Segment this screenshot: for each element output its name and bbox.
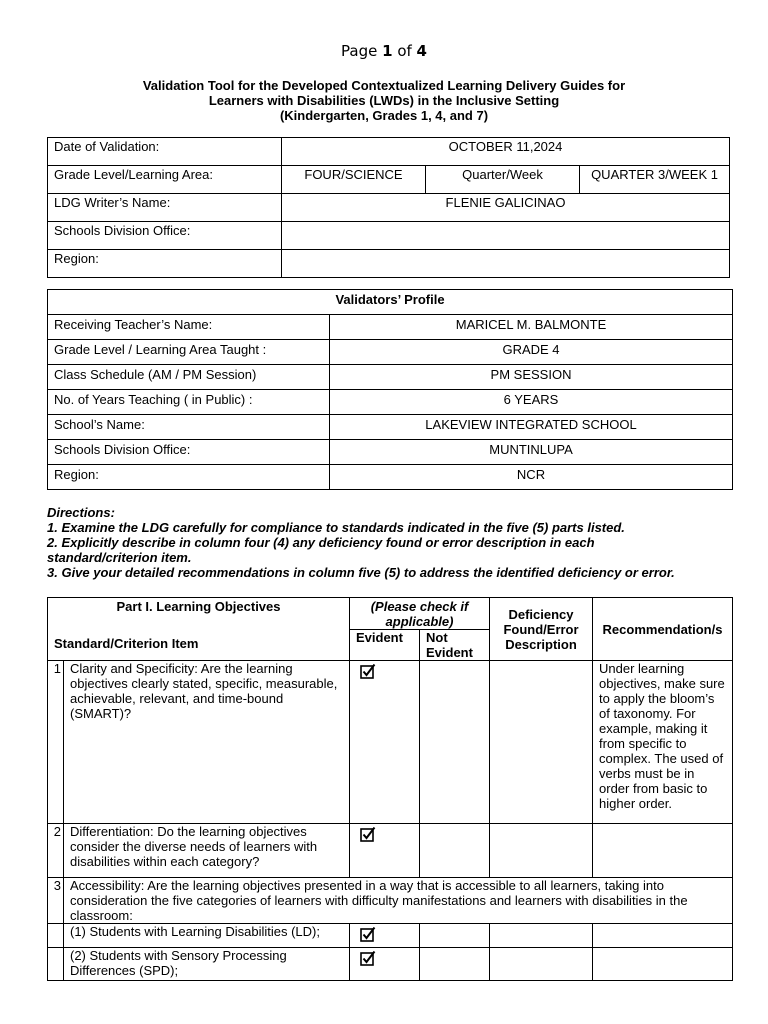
not-evident-cell[interactable] (420, 924, 490, 948)
table-row (48, 661, 733, 824)
title-line-3: (Kindergarten, Grades 1, 4, and 7) (279, 108, 489, 123)
check-heading: (Please check if applicable) (350, 598, 490, 630)
directions (47, 505, 737, 580)
region-label: Region: (48, 250, 282, 278)
direction-2b: standard/criterion item. (47, 550, 192, 565)
evident-cell[interactable] (350, 948, 420, 981)
evident-heading: Evident (350, 630, 420, 661)
criterion-text: (1) Students with Learning Disabilities (LD); (64, 924, 350, 948)
deficiency-cell[interactable] (490, 948, 593, 981)
checkbox-checked-icon[interactable] (360, 926, 376, 942)
criterion-text: Differentiation: Do the learning objectives consider the diverse needs of learners with disabilities within each category? (64, 824, 350, 878)
part-heading: Part I. Learning Objectives (116, 599, 281, 614)
validator-label: Class Schedule (AM / PM Session) (48, 365, 330, 390)
page-number (0, 42, 768, 60)
page-current: 1 (382, 42, 393, 60)
not-evident-heading: Not Evident (420, 630, 490, 661)
criterion-text: Accessibility: Are the learning objectives presented in a way that is accessible to all learners, taking into consideration the five categories of learners with difficulty manifestations and learners with disabilities in the classroom: (64, 878, 733, 924)
writer-value: FLENIE GALICINAO (282, 194, 730, 222)
table-row (48, 415, 733, 440)
item-number: 1 (48, 661, 64, 824)
item-number: 3 (48, 878, 64, 924)
table-row (48, 440, 733, 465)
validator-value: NCR (330, 465, 733, 490)
quarter-label: Quarter/Week (426, 166, 580, 194)
direction-1: 1. Examine the LDG carefully for compliance to standards indicated in the five (5) parts listed. (47, 520, 625, 535)
validator-value: GRADE 4 (330, 340, 733, 365)
not-evident-cell[interactable] (420, 824, 490, 878)
table-row (48, 194, 730, 222)
table-row (48, 290, 733, 315)
evident-cell[interactable] (350, 824, 420, 878)
evident-cell[interactable] (350, 924, 420, 948)
date-label: Date of Validation: (48, 138, 282, 166)
title-line-2: Learners with Disabilities (LWDs) in the Inclusive Setting (208, 93, 560, 108)
validator-value: PM SESSION (330, 365, 733, 390)
page-prefix: Page (341, 42, 383, 60)
table-header-row (48, 598, 733, 630)
validator-label: Grade Level / Learning Area Taught : (48, 340, 330, 365)
learning-objectives-table (47, 597, 733, 981)
checkbox-checked-icon[interactable] (360, 826, 376, 842)
region-value (282, 250, 730, 278)
deficiency-heading: Deficiency Found/Error Description (490, 598, 593, 661)
validators-heading: Validators’ Profile (48, 290, 733, 315)
item-number (48, 948, 64, 981)
not-evident-cell[interactable] (420, 948, 490, 981)
table-row (48, 222, 730, 250)
recommendation-heading: Recommendation/s (593, 598, 733, 661)
checkbox-checked-icon[interactable] (360, 950, 376, 966)
table-row (48, 824, 733, 878)
table-row (48, 365, 733, 390)
document-title (60, 78, 708, 123)
checkbox-checked-icon[interactable] (360, 663, 376, 679)
not-evident-cell[interactable] (420, 661, 490, 824)
criterion-text: (2) Students with Sensory Processing Differences (SPD); (64, 948, 350, 981)
grade-label: Grade Level/Learning Area: (48, 166, 282, 194)
date-value: OCTOBER 11,2024 (282, 138, 730, 166)
part-heading-cell (48, 598, 350, 661)
item-number (48, 924, 64, 948)
table-row (48, 465, 733, 490)
table-row (48, 948, 733, 981)
direction-3: 3. Give your detailed recommendations in column five (5) to address the identified deficiency or error. (47, 565, 675, 580)
page-middle: of (392, 42, 417, 60)
deficiency-cell[interactable] (490, 661, 593, 824)
recommendation-cell[interactable] (593, 948, 733, 981)
ldg-info-table (47, 137, 730, 278)
table-row (48, 878, 733, 924)
evident-cell[interactable] (350, 661, 420, 824)
recommendation-cell[interactable] (593, 924, 733, 948)
table-row (48, 315, 733, 340)
table-row (48, 138, 730, 166)
grade-value: FOUR/SCIENCE (282, 166, 426, 194)
validator-value: LAKEVIEW INTEGRATED SCHOOL (330, 415, 733, 440)
validator-label: Receiving Teacher’s Name: (48, 315, 330, 340)
quarter-value: QUARTER 3/WEEK 1 (580, 166, 730, 194)
validator-value: 6 YEARS (330, 390, 733, 415)
page-total: 4 (416, 42, 427, 60)
table-row (48, 166, 730, 194)
criterion-text: Clarity and Specificity: Are the learning objectives clearly stated, specific, measurable, achievable, relevant, and time-bound (SMART)? (64, 661, 350, 824)
validators-profile-table (47, 289, 733, 490)
table-row (48, 340, 733, 365)
item-number: 2 (48, 824, 64, 878)
table-row (48, 390, 733, 415)
directions-heading: Directions: (47, 505, 115, 520)
recommendation-cell[interactable]: Under learning objectives, make sure to apply the bloom’s of taxonomy. For example, making it from specific to complex. The used of verbs must be in order from basic to higher order. (593, 661, 733, 824)
title-line-1: Validation Tool for the Developed Contextualized Learning Delivery Guides for (142, 78, 626, 93)
sdo-label: Schools Division Office: (48, 222, 282, 250)
validator-label: School’s Name: (48, 415, 330, 440)
validator-value: MUNTINLUPA (330, 440, 733, 465)
validator-value: MARICEL M. BALMONTE (330, 315, 733, 340)
table-row (48, 250, 730, 278)
validator-label: No. of Years Teaching ( in Public) : (48, 390, 330, 415)
direction-2a: 2. Explicitly describe in column four (4) any deficiency found or error description in each (47, 535, 595, 550)
recommendation-cell[interactable] (593, 824, 733, 878)
deficiency-cell[interactable] (490, 924, 593, 948)
deficiency-cell[interactable] (490, 824, 593, 878)
sdo-value (282, 222, 730, 250)
standard-heading: Standard/Criterion Item (54, 636, 199, 651)
validator-label: Region: (48, 465, 330, 490)
validator-label: Schools Division Office: (48, 440, 330, 465)
writer-label: LDG Writer’s Name: (48, 194, 282, 222)
table-row (48, 924, 733, 948)
